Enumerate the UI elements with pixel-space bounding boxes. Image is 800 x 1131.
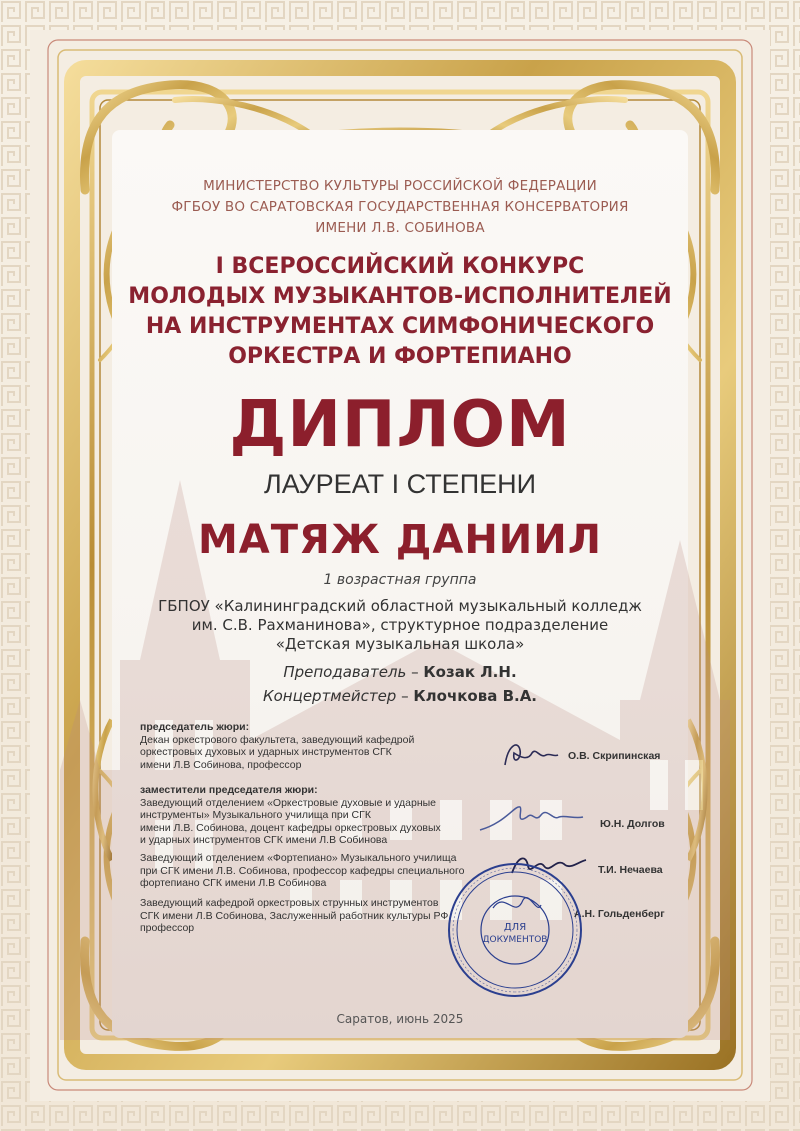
jury-deputies-heading: заместители председателя жюри: — [140, 784, 318, 796]
official-stamp — [445, 860, 585, 1000]
school-line: им. С.В. Рахманинова», структурное подразделение — [191, 616, 609, 634]
jury-chair-line: Декан оркестрового факультета, заведующий кафедрой — [140, 733, 415, 746]
school-line: ГБПОУ «Калининградский областной музыкальный колледж — [158, 597, 642, 615]
school-line: «Детская музыкальная школа» — [275, 635, 525, 653]
accompanist-label: Концертмейстер — [262, 687, 397, 705]
chair-signature — [500, 735, 560, 775]
jury-chair-name: О.В. Скрипинская — [568, 750, 661, 762]
deputy3-name: А.Н. Гольденберг — [574, 908, 665, 920]
deputy3-block — [140, 897, 451, 935]
jury-deputies-block — [140, 784, 441, 847]
deputy2-name: Т.И. Нечаева — [598, 864, 663, 876]
deputy1-signature — [475, 795, 585, 840]
deputy2-line: фортепиано СГК имени Л.В Собинова — [140, 877, 327, 889]
accompanist-line — [0, 684, 800, 708]
jury-chair-heading: председатель жюри: — [140, 721, 250, 733]
deputy2-line: при СГК имени Л.В. Собинова, профессор кафедры специального — [140, 864, 465, 877]
deputy1-line: и ударных инструментов СГК имени Л.В Собинова — [140, 834, 388, 846]
jury-chair-line: имени Л.В Собинова, профессор — [140, 758, 302, 771]
ministry-line: ИМЕНИ Л.В. СОБИНОВА — [315, 220, 485, 236]
place-date: Саратов, июнь 2025 — [336, 1012, 464, 1026]
accompanist-name: Клочкова В.А. — [413, 687, 538, 705]
teacher-label: Преподаватель — [283, 663, 407, 681]
deputy2-line: Заведующий отделением «Фортепиано» Музыкального училища — [140, 852, 457, 864]
jury-chair-line: оркестровых духовых и ударных инструментов СГК — [140, 746, 392, 758]
contest-line: МОЛОДЫХ МУЗЫКАНТОВ-ИСПОЛНИТЕЛЕЙ — [128, 284, 672, 309]
teacher-name: Козак Л.Н. — [423, 663, 517, 681]
teachers-block — [0, 660, 800, 708]
stamp-text: ДОКУМЕНТОВ — [482, 935, 548, 945]
contest-line: I ВСЕРОССИЙСКИЙ КОНКУРС — [215, 254, 585, 279]
ministry-line: МИНИСТЕРСТВО КУЛЬТУРЫ РОССИЙСКОЙ ФЕДЕРАЦИИ — [203, 178, 597, 194]
deputy1-name: Ю.Н. Долгов — [600, 818, 665, 830]
award-level: ЛАУРЕАТ I СТЕПЕНИ — [263, 469, 537, 499]
age-group: 1 возрастная группа — [323, 572, 477, 588]
contest-line: ОРКЕСТРА И ФОРТЕПИАНО — [228, 344, 572, 369]
diploma-title: ДИПЛОМ — [229, 388, 571, 462]
dash: – — [411, 663, 419, 681]
recipient-name: МАТЯЖ ДАНИИЛ — [198, 517, 602, 563]
deputy1-line: имени Л.В. Собинова, доцент кафедры оркестровых духовых — [140, 821, 441, 834]
deputy1-line: инструменты» Музыкального училища при СГК — [140, 809, 371, 821]
ministry-line: ФГБОУ ВО САРАТОВСКАЯ ГОСУДАРСТВЕННАЯ КОНСЕРВАТОРИЯ — [171, 199, 629, 215]
contest-line: НА ИНСТРУМЕНТАХ СИМФОНИЧЕСКОГО — [145, 314, 655, 339]
deputy3-line: Заведующий кафедрой оркестровых струнных инструментов — [140, 897, 439, 909]
dash: – — [401, 687, 409, 705]
deputy3-line: профессор — [140, 922, 195, 934]
school-info — [0, 597, 800, 654]
deputy2-block — [140, 852, 464, 890]
stamp-text: ДЛЯ — [503, 922, 527, 933]
ministry-header — [0, 176, 800, 239]
teacher-line — [0, 660, 800, 684]
deputy3-line: СГК имени Л.В Собинова, Заслуженный работник культуры РФ, — [140, 909, 452, 922]
contest-title — [0, 252, 800, 372]
deputy1-line: Заведующий отделением «Оркестровые духовые и ударные — [140, 796, 437, 809]
jury-chair-block — [140, 721, 414, 771]
